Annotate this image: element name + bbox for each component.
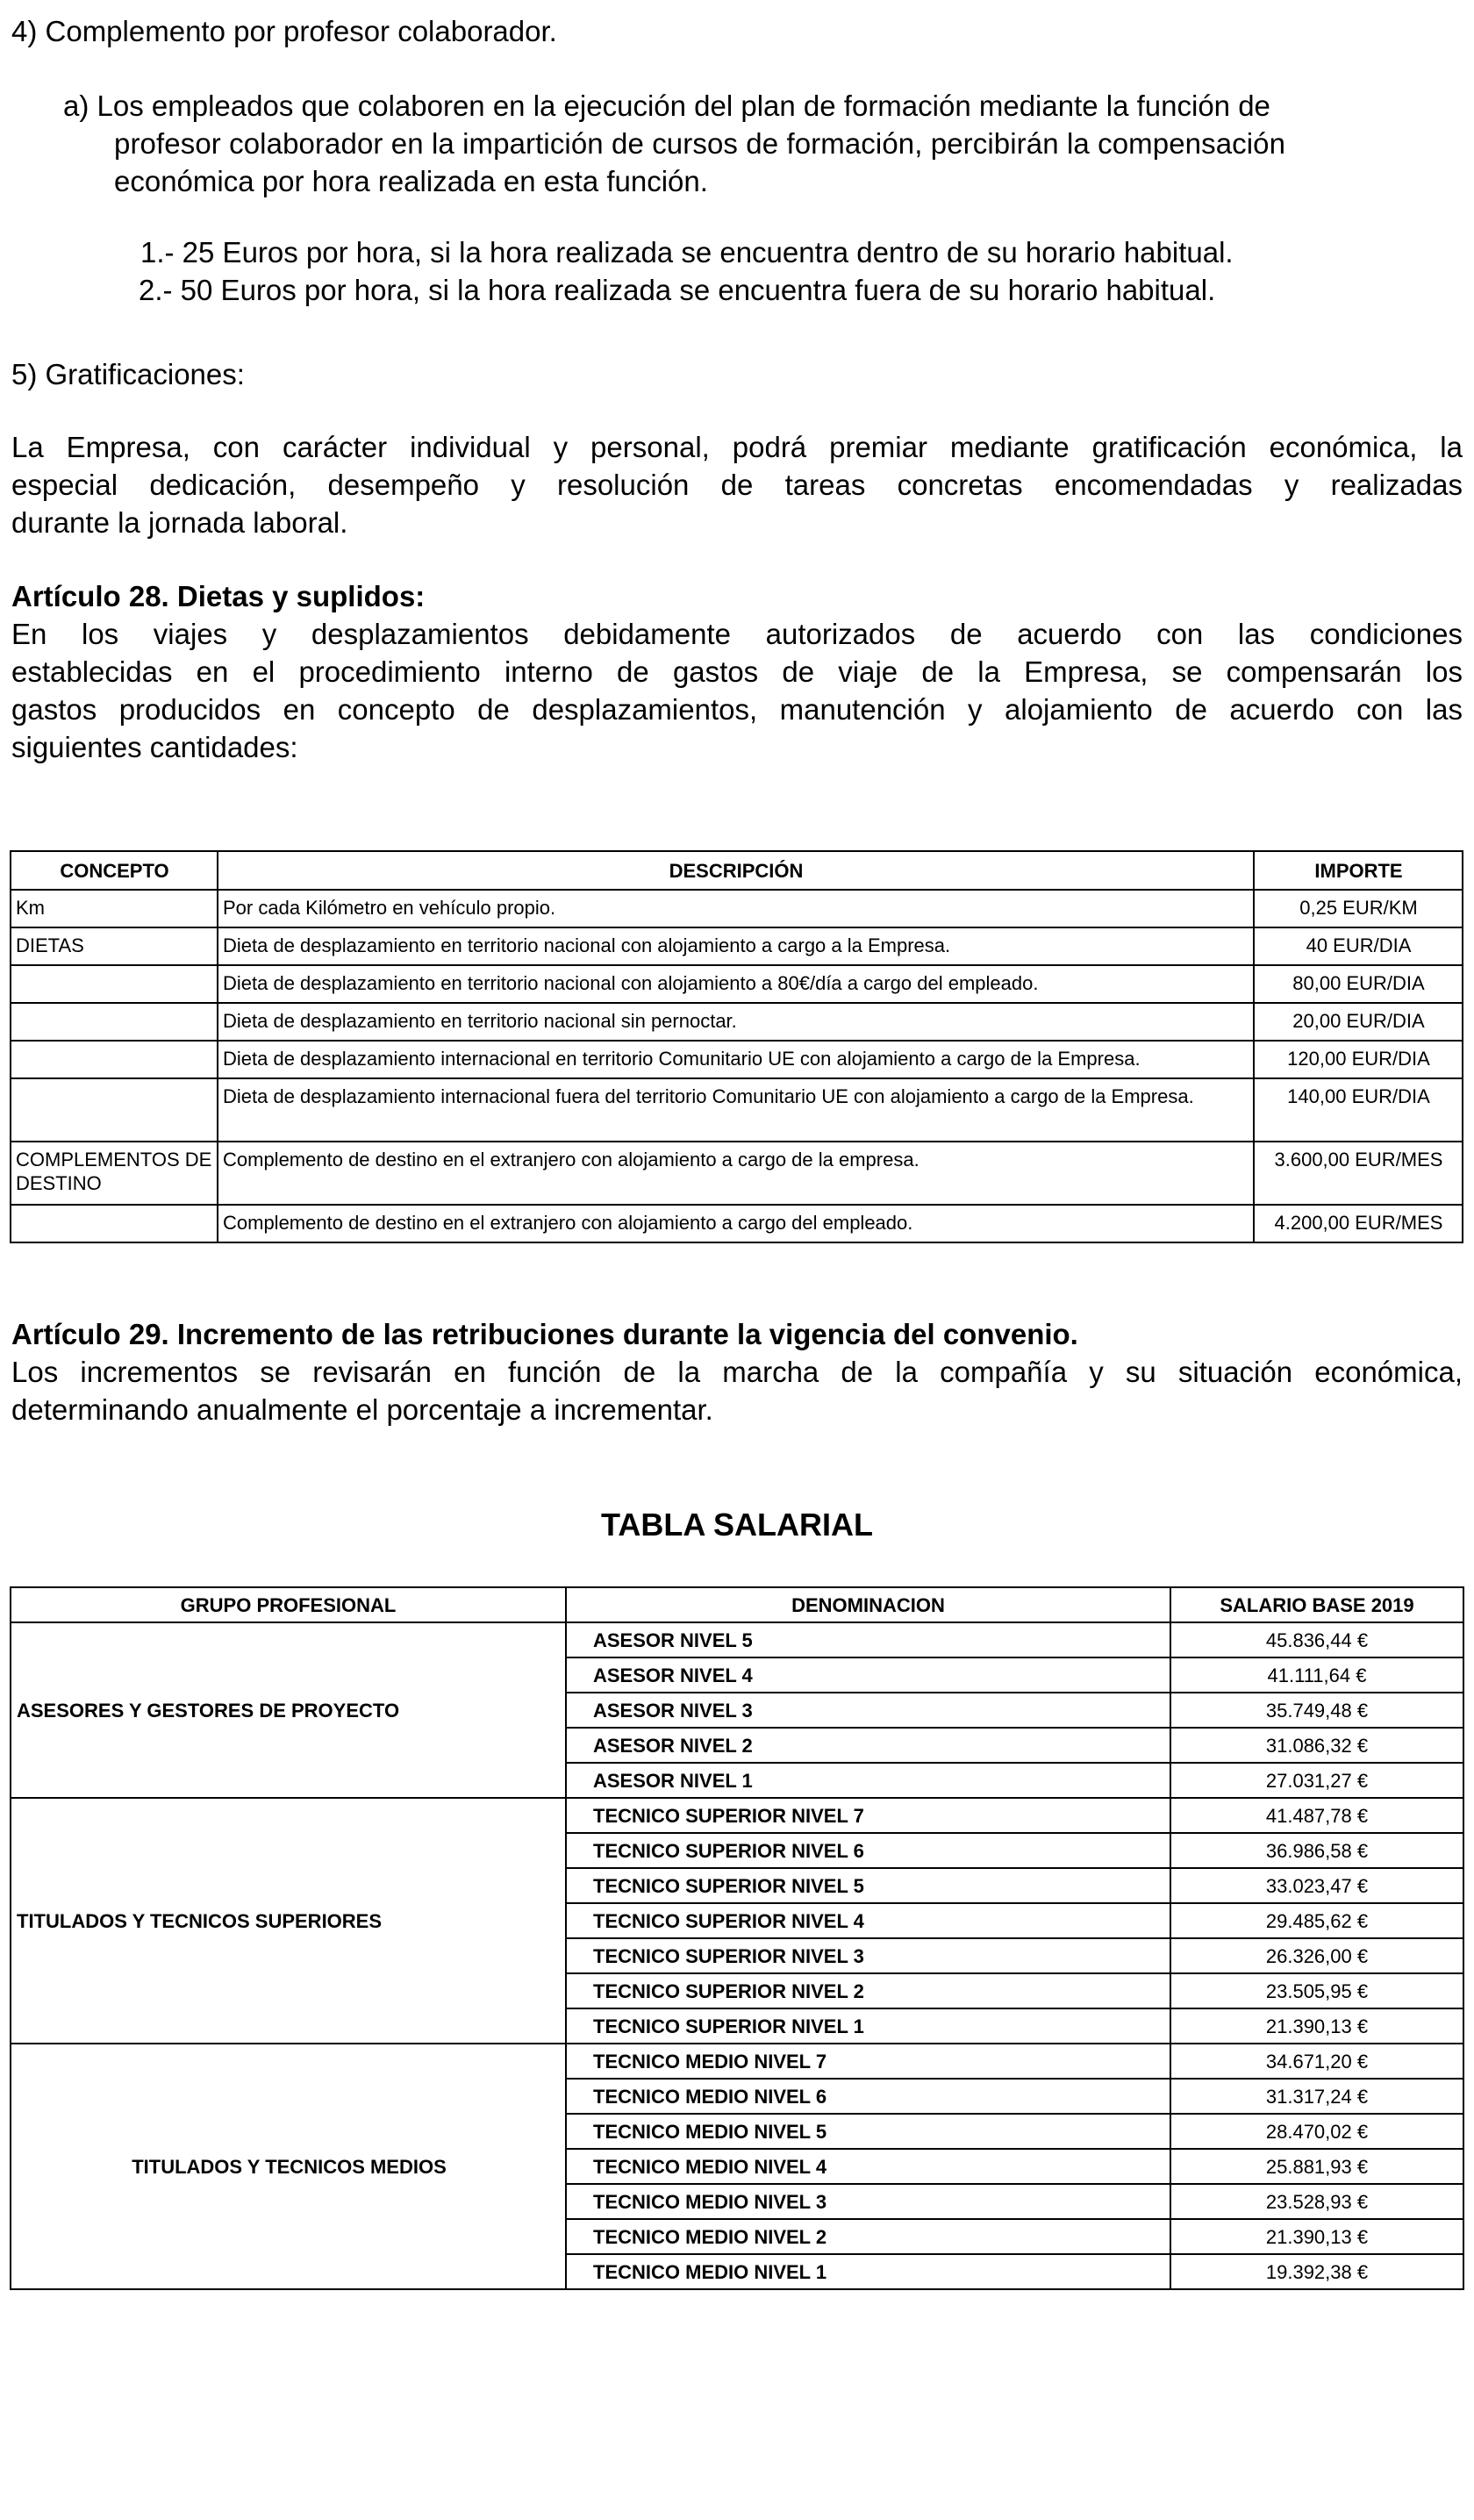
concepto-cell (11, 1003, 218, 1041)
denominacion-cell: TECNICO MEDIO NIVEL 5 (566, 2114, 1170, 2149)
denominacion-cell: TECNICO SUPERIOR NIVEL 6 (566, 1833, 1170, 1868)
grupo-profesional-cell: ASESORES Y GESTORES DE PROYECTO (11, 1622, 566, 1798)
column-header-salario-base: SALARIO BASE 2019 (1170, 1587, 1463, 1622)
concepto-cell (11, 1205, 218, 1242)
concepto-cell: DIETAS (11, 927, 218, 965)
column-header-grupo-profesional: GRUPO PROFESIONAL (11, 1587, 566, 1622)
salario-cell: 31.086,32 € (1170, 1728, 1463, 1763)
paragraph-line: La Empresa, con carácter individual y personal, podrá premiar mediante gratificación económica, la (11, 431, 1463, 463)
section-5-title: 5) Gratificaciones: (11, 358, 245, 390)
concepto-cell (11, 1041, 218, 1078)
paragraph-line: establecidas en el procedimiento interno de gastos de viaje de la Empresa, se compensarán los (11, 655, 1463, 688)
table-row (11, 1205, 1463, 1242)
salario-cell: 41.111,64 € (1170, 1657, 1463, 1693)
table-row (11, 965, 1463, 1003)
denominacion-cell: TECNICO SUPERIOR NIVEL 4 (566, 1903, 1170, 1938)
denominacion-cell: TECNICO SUPERIOR NIVEL 7 (566, 1798, 1170, 1833)
article-29-heading: Artículo 29. Incremento de las retribuciones durante la vigencia del convenio. (11, 1318, 1078, 1350)
section-4-title: 4) Complemento por profesor colaborador. (11, 15, 557, 47)
salary-table (10, 1586, 1464, 2290)
descripcion-cell: Dieta de desplazamiento internacional fuera del territorio Comunitario UE con alojamiento a cargo de la Empresa. (218, 1078, 1254, 1142)
concepto-cell (11, 1078, 218, 1142)
salario-cell: 45.836,44 € (1170, 1622, 1463, 1657)
importe-cell: 20,00 EUR/DIA (1254, 1003, 1463, 1041)
paragraph-line: Los incrementos se revisarán en función de la marcha de la compañía y su situación económica, (11, 1356, 1463, 1388)
salario-cell: 21.390,13 € (1170, 2219, 1463, 2254)
denominacion-cell: TECNICO SUPERIOR NIVEL 3 (566, 1938, 1170, 1973)
table-row (11, 1003, 1463, 1041)
concepto-cell: COMPLEMENTOS DE DESTINO (11, 1142, 218, 1205)
denominacion-cell: ASESOR NIVEL 2 (566, 1728, 1170, 1763)
rate-item: 2.- 50 Euros por hora, si la hora realizada se encuentra fuera de su horario habitual. (139, 274, 1216, 306)
importe-cell: 40 EUR/DIA (1254, 927, 1463, 965)
table-row (11, 1622, 1463, 1657)
descripcion-cell: Complemento de destino en el extranjero con alojamiento a cargo de la empresa. (218, 1142, 1254, 1205)
salario-cell: 23.505,95 € (1170, 1973, 1463, 2008)
importe-cell: 120,00 EUR/DIA (1254, 1041, 1463, 1078)
denominacion-cell: ASESOR NIVEL 5 (566, 1622, 1170, 1657)
denominacion-cell: ASESOR NIVEL 3 (566, 1693, 1170, 1728)
table-row (11, 1798, 1463, 1833)
denominacion-cell: TECNICO MEDIO NIVEL 7 (566, 2044, 1170, 2079)
salary-table-title: TABLA SALARIAL (601, 1507, 873, 1543)
paragraph-line: En los viajes y desplazamientos debidamente autorizados de acuerdo con las condiciones (11, 618, 1463, 650)
table-row (11, 1078, 1463, 1142)
importe-cell: 0,25 EUR/KM (1254, 890, 1463, 927)
paragraph-line: gastos producidos en concepto de desplazamientos, manutención y alojamiento de acuerdo con las (11, 693, 1463, 726)
importe-cell: 140,00 EUR/DIA (1254, 1078, 1463, 1142)
concepto-cell (11, 965, 218, 1003)
table-row (11, 890, 1463, 927)
descripcion-cell: Dieta de desplazamiento en territorio nacional con alojamiento a cargo a la Empresa. (218, 927, 1254, 965)
concepto-cell: Km (11, 890, 218, 927)
descripcion-cell: Dieta de desplazamiento en territorio nacional sin pernoctar. (218, 1003, 1254, 1041)
denominacion-cell: TECNICO MEDIO NIVEL 6 (566, 2079, 1170, 2114)
section-4-item-a-line: económica por hora realizada en esta función. (114, 165, 708, 197)
table-row (11, 1041, 1463, 1078)
salario-cell: 33.023,47 € (1170, 1868, 1463, 1903)
table-header-row (11, 1587, 1463, 1622)
denominacion-cell: TECNICO SUPERIOR NIVEL 1 (566, 2008, 1170, 2044)
salario-cell: 26.326,00 € (1170, 1938, 1463, 1973)
salario-cell: 27.031,27 € (1170, 1763, 1463, 1798)
section-4-item-a-line: profesor colaborador en la impartición de cursos de formación, percibirán la compensación (114, 127, 1286, 160)
salario-cell: 19.392,38 € (1170, 2254, 1463, 2289)
salario-cell: 41.487,78 € (1170, 1798, 1463, 1833)
denominacion-cell: TECNICO SUPERIOR NIVEL 5 (566, 1868, 1170, 1903)
descripcion-cell: Por cada Kilómetro en vehículo propio. (218, 890, 1254, 927)
importe-cell: 3.600,00 EUR/MES (1254, 1142, 1463, 1205)
denominacion-cell: TECNICO MEDIO NIVEL 3 (566, 2184, 1170, 2219)
denominacion-cell: TECNICO MEDIO NIVEL 2 (566, 2219, 1170, 2254)
denominacion-cell: TECNICO SUPERIOR NIVEL 2 (566, 1973, 1170, 2008)
salario-cell: 21.390,13 € (1170, 2008, 1463, 2044)
denominacion-cell: ASESOR NIVEL 1 (566, 1763, 1170, 1798)
importe-cell: 4.200,00 EUR/MES (1254, 1205, 1463, 1242)
section-5-paragraph (11, 428, 1463, 541)
salario-cell: 34.671,20 € (1170, 2044, 1463, 2079)
salario-cell: 36.986,58 € (1170, 1833, 1463, 1868)
denominacion-cell: TECNICO MEDIO NIVEL 1 (566, 2254, 1170, 2289)
denominacion-cell: TECNICO MEDIO NIVEL 4 (566, 2149, 1170, 2184)
salario-cell: 29.485,62 € (1170, 1903, 1463, 1938)
salario-cell: 31.317,24 € (1170, 2079, 1463, 2114)
column-header-concepto: CONCEPTO (11, 851, 218, 890)
rate-item: 1.- 25 Euros por hora, si la hora realizada se encuentra dentro de su horario habitual. (140, 236, 1234, 268)
descripcion-cell: Dieta de desplazamiento en territorio nacional con alojamiento a 80€/día a cargo del empleado. (218, 965, 1254, 1003)
article-28-paragraph (11, 615, 1463, 766)
salario-cell: 35.749,48 € (1170, 1693, 1463, 1728)
column-header-denominacion: DENOMINACION (566, 1587, 1170, 1622)
importe-cell: 80,00 EUR/DIA (1254, 965, 1463, 1003)
paragraph-line: siguientes cantidades: (11, 731, 298, 763)
descripcion-cell: Complemento de destino en el extranjero con alojamiento a cargo del empleado. (218, 1205, 1254, 1242)
descripcion-cell: Dieta de desplazamiento internacional en territorio Comunitario UE con alojamiento a cargo de la Empresa. (218, 1041, 1254, 1078)
table-row (11, 1142, 1463, 1205)
table-row (11, 2044, 1463, 2079)
grupo-profesional-cell: TITULADOS Y TECNICOS MEDIOS (11, 2044, 566, 2289)
salario-cell: 28.470,02 € (1170, 2114, 1463, 2149)
article-28-heading: Artículo 28. Dietas y suplidos: (11, 580, 426, 612)
salario-cell: 23.528,93 € (1170, 2184, 1463, 2219)
grupo-profesional-cell: TITULADOS Y TECNICOS SUPERIORES (11, 1798, 566, 2044)
section-4-item-a-line: a) Los empleados que colaboren en la ejecución del plan de formación mediante la función de (63, 89, 1270, 122)
paragraph-line: durante la jornada laboral. (11, 506, 348, 539)
paragraph-line: determinando anualmente el porcentaje a incrementar. (11, 1393, 713, 1426)
table-header-row (11, 851, 1463, 890)
column-header-descripcion: DESCRIPCIÓN (218, 851, 1254, 890)
paragraph-line: especial dedicación, desempeño y resolución de tareas concretas encomendadas y realizadas (11, 469, 1463, 501)
column-header-importe: IMPORTE (1254, 851, 1463, 890)
table-row (11, 927, 1463, 965)
denominacion-cell: ASESOR NIVEL 4 (566, 1657, 1170, 1693)
dietas-table (10, 850, 1463, 1243)
article-29-paragraph (11, 1353, 1463, 1428)
salario-cell: 25.881,93 € (1170, 2149, 1463, 2184)
